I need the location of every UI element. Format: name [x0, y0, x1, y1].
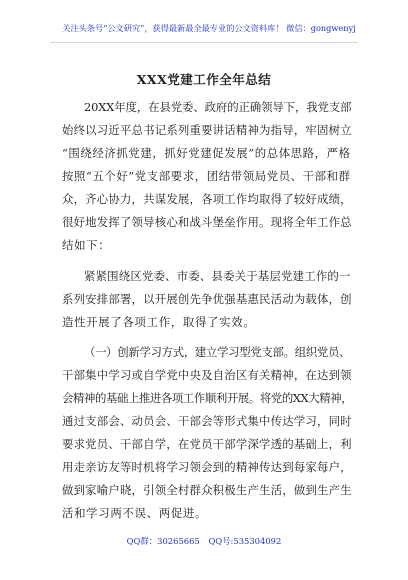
qq-group-label: QQ群：30265665: [126, 536, 200, 546]
qq-number-label: QQ号:535304092: [208, 536, 282, 546]
body-line: “围绕经济抓党建，抓好党建促发展”的总体思路，严格: [62, 146, 351, 160]
body-line: （一）创新学习方式，建立学习型党支部。组织党员、: [84, 345, 351, 359]
body-line: 始终以习近平总书记系列重要讲话精神为指导，牢固树立: [62, 123, 352, 137]
body-line: 系列安排部署，以开展创先争优强基惠民活动为载体，创: [62, 292, 352, 306]
body-line: 会精神的基础上推进各项工作顺利开展。将党的XX大精神，: [62, 391, 353, 405]
body-line: 做到家喻户晓，引领全村群众积极生产生活，做到生产生: [62, 483, 352, 497]
header-divider: [50, 42, 358, 43]
footer-contact: [0, 535, 408, 547]
body-line: 20XX年度，在县党委、政府的正确领导下，我党支部: [84, 100, 352, 114]
body-line: 干部集中学习或自学党中央及自治区有关精神，在达到领: [62, 368, 352, 382]
header-banner: 关注头条号“公文研究”，获得最新最全最专业的公文资料库！ 微信：gongwenyj: [62, 23, 356, 33]
body-line: 用走亲访友等时机将学习领会到的精神传达到每家每户，: [62, 460, 352, 474]
body-line: 要求党员、干部自学，在党员干部学深学透的基础上，利: [62, 437, 352, 451]
body-line: 很好地发挥了领导核心和战斗堡垒作用。现将全年工作总: [62, 215, 352, 229]
document-title: XXX党建工作全年总结: [136, 72, 272, 87]
body-line: 通过支部会、动员会、干部会等形式集中传达学习，同时: [62, 414, 352, 428]
body-line: 众，齐心协力，共谋发展，各项工作均取得了较好成绩，: [62, 192, 352, 206]
body-line: 活和学习两不误、两促进。: [62, 506, 208, 520]
body-line: 造性开展了各项工作，取得了实效。: [62, 315, 256, 329]
body-line: 结如下：: [62, 238, 111, 252]
body-line: 按照“五个好”党支部要求，团结带领局党员、干部和群: [62, 169, 351, 183]
body-line: 紧紧围绕区党委、市委、县委关于基层党建工作的一: [84, 269, 351, 283]
